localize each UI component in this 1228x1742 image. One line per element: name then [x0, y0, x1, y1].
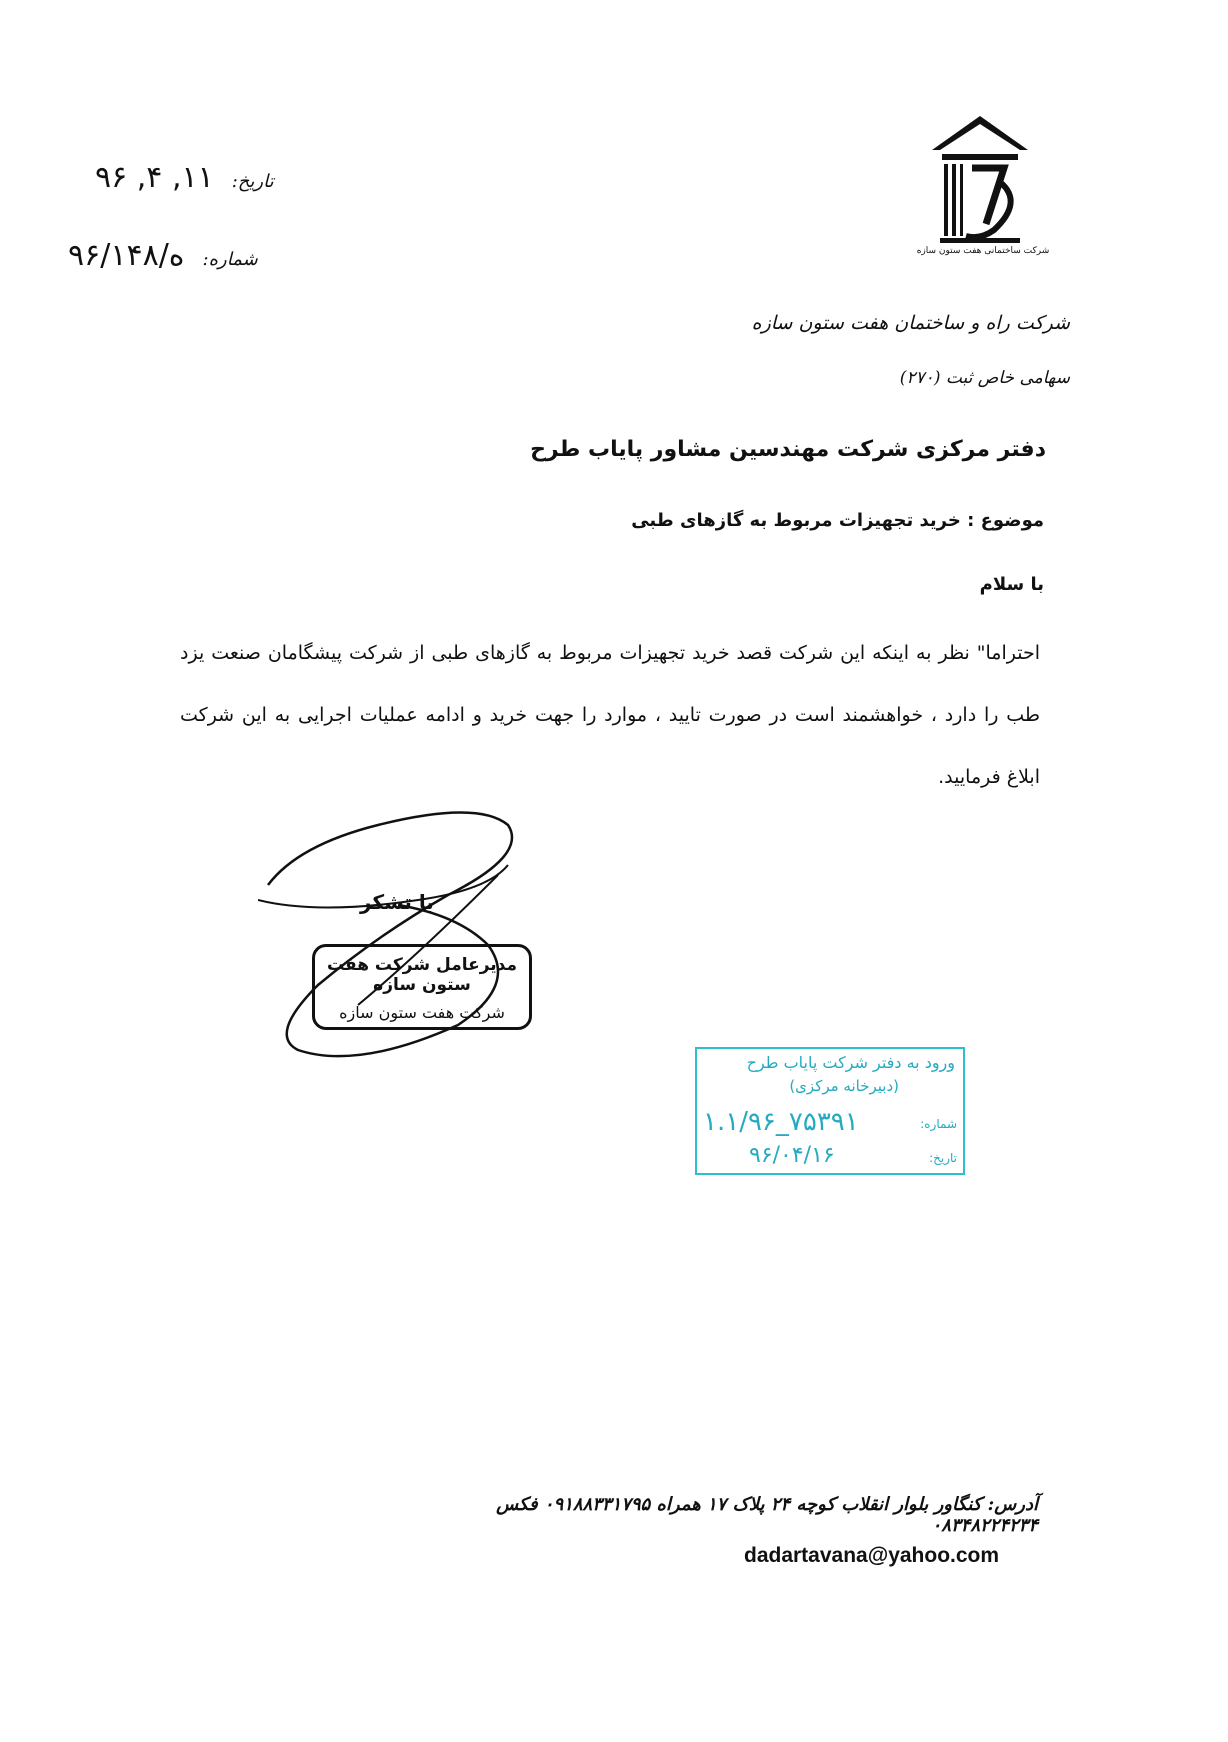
received-stamp-subtitle: (دبیرخانه مرکزی): [789, 1077, 899, 1095]
closing: با تشکر: [360, 890, 434, 914]
received-stamp-title: ورود به دفتر شرکت پایاب طرح: [746, 1053, 955, 1072]
company-logo: [920, 112, 1040, 262]
number-row: [68, 238, 258, 273]
footer-address: آدرس: کنگاور بلوار انقلاب کوچه ۲۴ پلاک ۱۷ همراه ۰۹۱۸۸۳۳۱۷۹۵ فکس ۰۸۳۴۸۲۲۴۲۳۴: [496, 1494, 1038, 1536]
company-name: شرکت راه و ساختمان هفت ستون سازه: [751, 312, 1070, 334]
company-registration: سهامی خاص ثبت (۲۷۰): [899, 368, 1070, 388]
greeting: با سلام: [979, 574, 1044, 595]
received-number-label: شماره:: [920, 1117, 957, 1131]
received-number-value: ۱.۱/۹۶_۷۵۳۹۱: [703, 1107, 859, 1137]
logo-caption: شرکت ساختمانی هفت ستون سازه: [916, 246, 1050, 256]
letter-body: احتراما" نظر به اینکه این شرکت قصد خرید تجهیزات مربوط به گازهای طبی از شرکت پیشگامان صنعت یزد طب را دارد ، خواهشمند است در صورت تایید ، موارد را جهت خرید و ادامه عملیات اجرایی به این شرکت ابلاغ فرمایید.: [180, 642, 1040, 788]
date-value: ۹۶ ,۴ ,۱۱: [95, 160, 214, 195]
footer-email: dadartavana@yahoo.com: [744, 1544, 1000, 1567]
date-label: تاریخ:: [231, 171, 274, 192]
company-stamp-line2: شرکت هفت ستون سازه: [339, 1003, 505, 1022]
letter-number-value: ۹۶/ه/۱۴۸: [68, 238, 185, 273]
received-date-value: ۹۶/۰۴/۱۶: [749, 1143, 835, 1168]
date-row: [95, 160, 274, 195]
received-date-label: تاریخ:: [929, 1151, 957, 1165]
company-stamp: [312, 944, 532, 1030]
received-stamp: [695, 1047, 965, 1175]
subject: موضوع : خرید تجهیزات مربوط به گازهای طبی: [631, 510, 1044, 531]
letter-number-label: شماره:: [202, 249, 258, 270]
company-stamp-line1: مدیرعامل شرکت هفت ستون سازه: [326, 955, 518, 995]
recipient: دفتر مرکزی شرکت مهندسین مشاور پایاب طرح: [530, 437, 1046, 462]
